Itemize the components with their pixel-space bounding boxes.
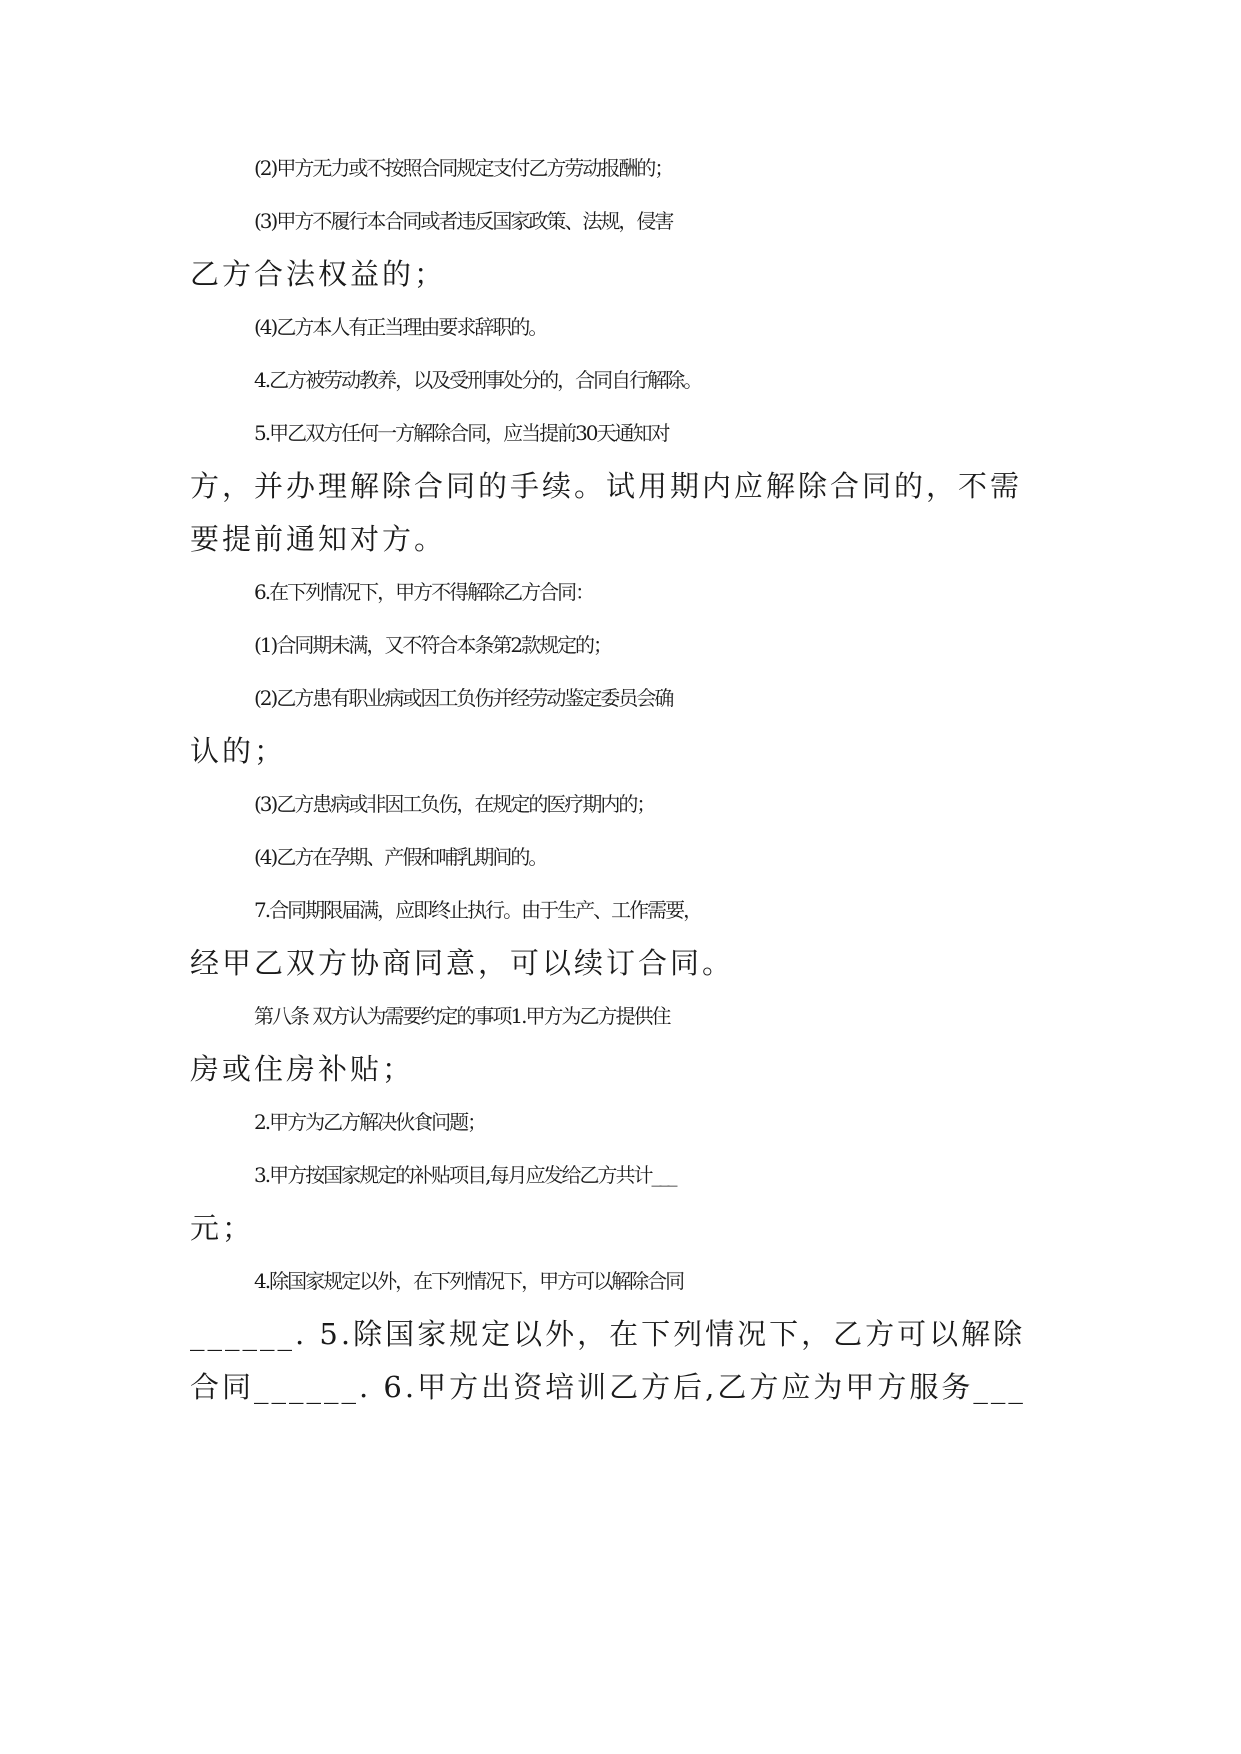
- paragraph-line: 2.甲方为乙方解决伙食问题；: [254, 1110, 486, 1134]
- paragraph-line: 乙方合法权益的；: [190, 257, 447, 291]
- paragraph-line: 元；: [190, 1211, 255, 1245]
- paragraph-line: 方，并办理解除合同的手续。试用期内应解除合同的，不需: [190, 469, 1023, 503]
- paragraph-line: (3)甲方不履行本合同或者违反国家政策、法规，侵害: [254, 209, 673, 233]
- paragraph-line: 3.甲方按国家规定的补贴项目,每月应发给乙方共计___: [254, 1163, 676, 1187]
- paragraph-line: (4)乙方在孕期、产假和哺乳期间的。: [254, 845, 547, 869]
- paragraph-line: 要提前通知对方。: [190, 522, 447, 556]
- paragraph-line: ______. 5.除国家规定以外，在下列情况下，乙方可以解除: [190, 1317, 1026, 1351]
- paragraph-line: (2)甲方无力或不按照合同规定支付乙方劳动报酬的；: [254, 156, 673, 180]
- paragraph-line: 房或住房补贴；: [190, 1052, 415, 1086]
- paragraph-line: 合同______. 6.甲方出资培训乙方后,乙方应为甲方服务___: [190, 1370, 1026, 1404]
- paragraph-line: 4.乙方被劳动教养，以及受刑事处分的，合同自行解除。: [254, 368, 702, 392]
- paragraph-line: 4.除国家规定以外，在下列情况下，甲方可以解除合同: [254, 1269, 684, 1293]
- paragraph-line: 6.在下列情况下，甲方不得解除乙方合同：: [254, 580, 594, 604]
- paragraph-line: 认的；: [190, 734, 287, 768]
- paragraph-line: (2)乙方患有职业病或因工负伤并经劳动鉴定委员会确: [254, 686, 673, 710]
- paragraph-line: 第八条 双方认为需要约定的事项1.甲方为乙方提供住: [254, 1004, 670, 1028]
- paragraph-line: (4)乙方本人有正当理由要求辞职的。: [254, 315, 547, 339]
- paragraph-line: (3)乙方患病或非因工负伤，在规定的医疗期内的；: [254, 792, 655, 816]
- paragraph-line: (1)合同期未满，又不符合本条第2款规定的；: [254, 633, 612, 657]
- paragraph-line: 7.合同期限届满，应即终止执行。由于生产、工作需要，: [254, 898, 702, 922]
- paragraph-line: 经甲乙双方协商同意，可以续订合同。: [190, 946, 735, 980]
- paragraph-line: 5.甲乙双方任何一方解除合同，应当提前30天通知对: [254, 421, 669, 445]
